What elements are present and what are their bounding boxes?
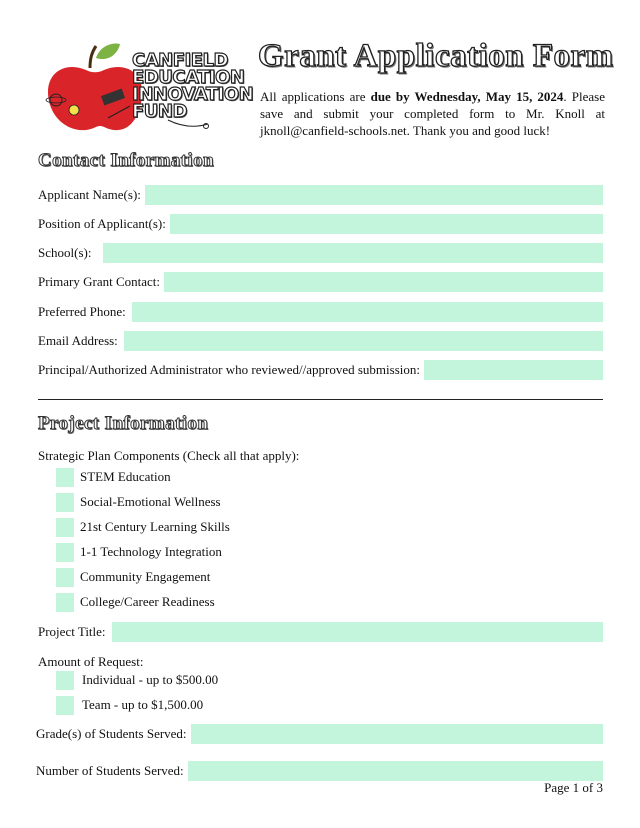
students-row xyxy=(36,761,603,781)
intro-suffix: . Please save and submit your completed form to Mr. Knoll at jknoll@canfield-schools.net. Thank you and good luck! xyxy=(260,89,605,138)
logo-wordmark xyxy=(132,52,253,120)
logo-line: CANFIELD xyxy=(132,50,228,71)
grades-row xyxy=(36,724,603,744)
component-option xyxy=(56,467,171,487)
email-row xyxy=(38,331,603,351)
school-field[interactable] xyxy=(103,243,603,263)
logo-line: INNOVATION xyxy=(132,84,254,105)
option-label: 21st Century Learning Skills xyxy=(80,519,230,534)
email-field[interactable] xyxy=(124,331,603,351)
social-emotional-checkbox[interactable] xyxy=(56,493,74,512)
field-label: Primary Grant Contact: xyxy=(38,274,161,289)
amount-label: Amount of Request: xyxy=(38,654,144,669)
field-label: Principal/Authorized Administrator who reviewed//approved submission: xyxy=(38,362,420,377)
page-number: Page 1 of 3 xyxy=(544,780,603,795)
logo-line: FUND xyxy=(132,101,187,122)
option-label: Community Engagement xyxy=(80,569,211,584)
grades-field[interactable] xyxy=(191,724,603,744)
applicant-name-row xyxy=(38,185,603,205)
component-option xyxy=(56,542,222,562)
individual-checkbox[interactable] xyxy=(56,671,74,690)
field-label: School(s): xyxy=(38,245,92,260)
technology-checkbox[interactable] xyxy=(56,543,74,562)
option-label: Individual - up to $500.00 xyxy=(82,672,219,687)
option-label: STEM Education xyxy=(80,469,171,484)
project-section-title: Project Information xyxy=(38,413,209,434)
field-label: Grade(s) of Students Served: xyxy=(36,726,187,741)
primary-contact-row xyxy=(38,272,603,292)
logo-line: EDUCATION xyxy=(132,67,245,88)
strategic-plan-label: Strategic Plan Components (Check all that apply): xyxy=(38,448,300,463)
intro-prefix: All applications are xyxy=(260,89,371,104)
phone-field[interactable] xyxy=(132,302,603,322)
position-row xyxy=(38,214,603,234)
component-option xyxy=(56,592,215,612)
component-option xyxy=(56,567,210,587)
field-label: Applicant Name(s): xyxy=(38,187,141,202)
administrator-row xyxy=(38,360,603,380)
option-label: Social-Emotional Wellness xyxy=(80,494,221,509)
primary-contact-field[interactable] xyxy=(164,272,603,292)
option-label: Team - up to $1,500.00 xyxy=(82,697,204,712)
students-field[interactable] xyxy=(188,761,603,781)
page-title: Grant Application Form xyxy=(258,38,614,74)
field-label: Preferred Phone: xyxy=(38,304,126,319)
option-label: 1-1 Technology Integration xyxy=(80,544,222,559)
project-title-row xyxy=(38,622,603,642)
stem-checkbox[interactable] xyxy=(56,468,74,487)
field-label: Email Address: xyxy=(38,333,118,348)
intro-text xyxy=(260,88,605,139)
community-checkbox[interactable] xyxy=(56,568,74,587)
field-label: Number of Students Served: xyxy=(36,763,184,778)
project-title-field[interactable] xyxy=(112,622,603,642)
component-option xyxy=(56,517,230,537)
option-label: College/Career Readiness xyxy=(80,594,215,609)
career-readiness-checkbox[interactable] xyxy=(56,593,74,612)
learning-skills-checkbox[interactable] xyxy=(56,518,74,537)
amount-option xyxy=(56,670,218,690)
administrator-field[interactable] xyxy=(424,360,603,380)
field-label: Project Title: xyxy=(38,624,106,639)
team-checkbox[interactable] xyxy=(56,696,74,715)
contact-section-title: Contact Information xyxy=(38,150,214,171)
amount-option xyxy=(56,695,203,715)
section-divider xyxy=(38,399,603,400)
component-option xyxy=(56,492,221,512)
phone-row xyxy=(38,302,603,322)
school-row xyxy=(38,243,603,263)
due-date: due by Wednesday, May 15, 2024 xyxy=(370,89,564,104)
field-label: Position of Applicant(s): xyxy=(38,216,166,231)
applicant-name-field[interactable] xyxy=(145,185,603,205)
position-field[interactable] xyxy=(170,214,603,234)
